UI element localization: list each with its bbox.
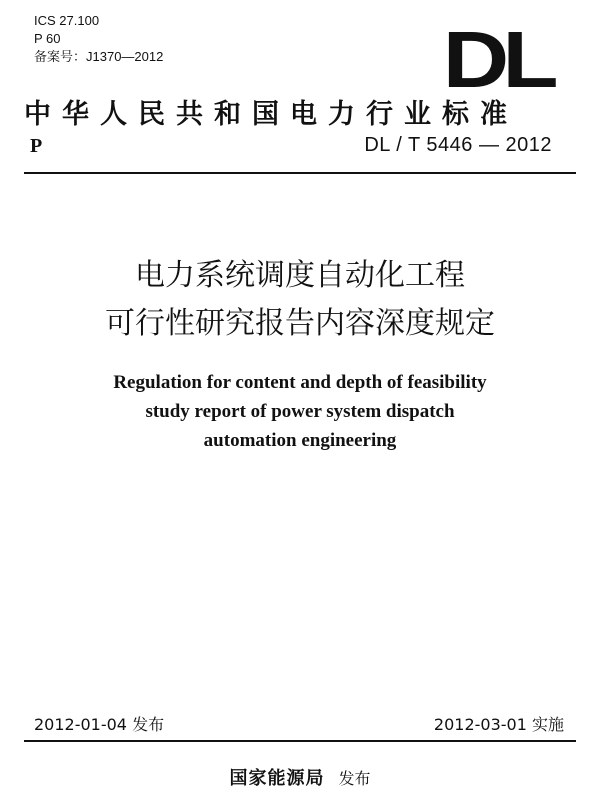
implementation-date: 2012-03-01 实施: [433, 715, 564, 734]
publisher-action: 发布: [338, 769, 371, 788]
document-metadata: [34, 12, 163, 66]
p-code: P 60: [34, 31, 61, 46]
header-divider: [24, 172, 576, 174]
publisher: [0, 764, 600, 790]
english-title: [0, 368, 600, 455]
standard-category: P: [30, 135, 43, 157]
english-title-line-3: automation engineering: [203, 430, 397, 451]
english-title-line-2: study report of power system dispatch: [145, 401, 455, 422]
ics-code: ICS 27.100: [34, 13, 100, 28]
publisher-org: 国家能源局: [229, 768, 325, 789]
chinese-title-line-2: 可行性研究报告内容深度规定: [105, 306, 495, 341]
footer-divider: [24, 740, 576, 742]
chinese-title: [0, 252, 600, 348]
record-number: 备案号：J1370—2012: [34, 49, 164, 64]
english-title-line-1: Regulation for content and depth of feasibility: [113, 372, 487, 393]
chinese-title-line-1: 电力系统调度自动化工程: [135, 258, 465, 293]
industry-standard-heading: 中华人民共和国电力行业标准: [24, 99, 518, 130]
issue-date: 2012-01-04 发布: [34, 715, 165, 734]
standard-number: DL / T 5446 — 2012: [364, 134, 552, 156]
dl-logo: DL: [443, 15, 552, 104]
